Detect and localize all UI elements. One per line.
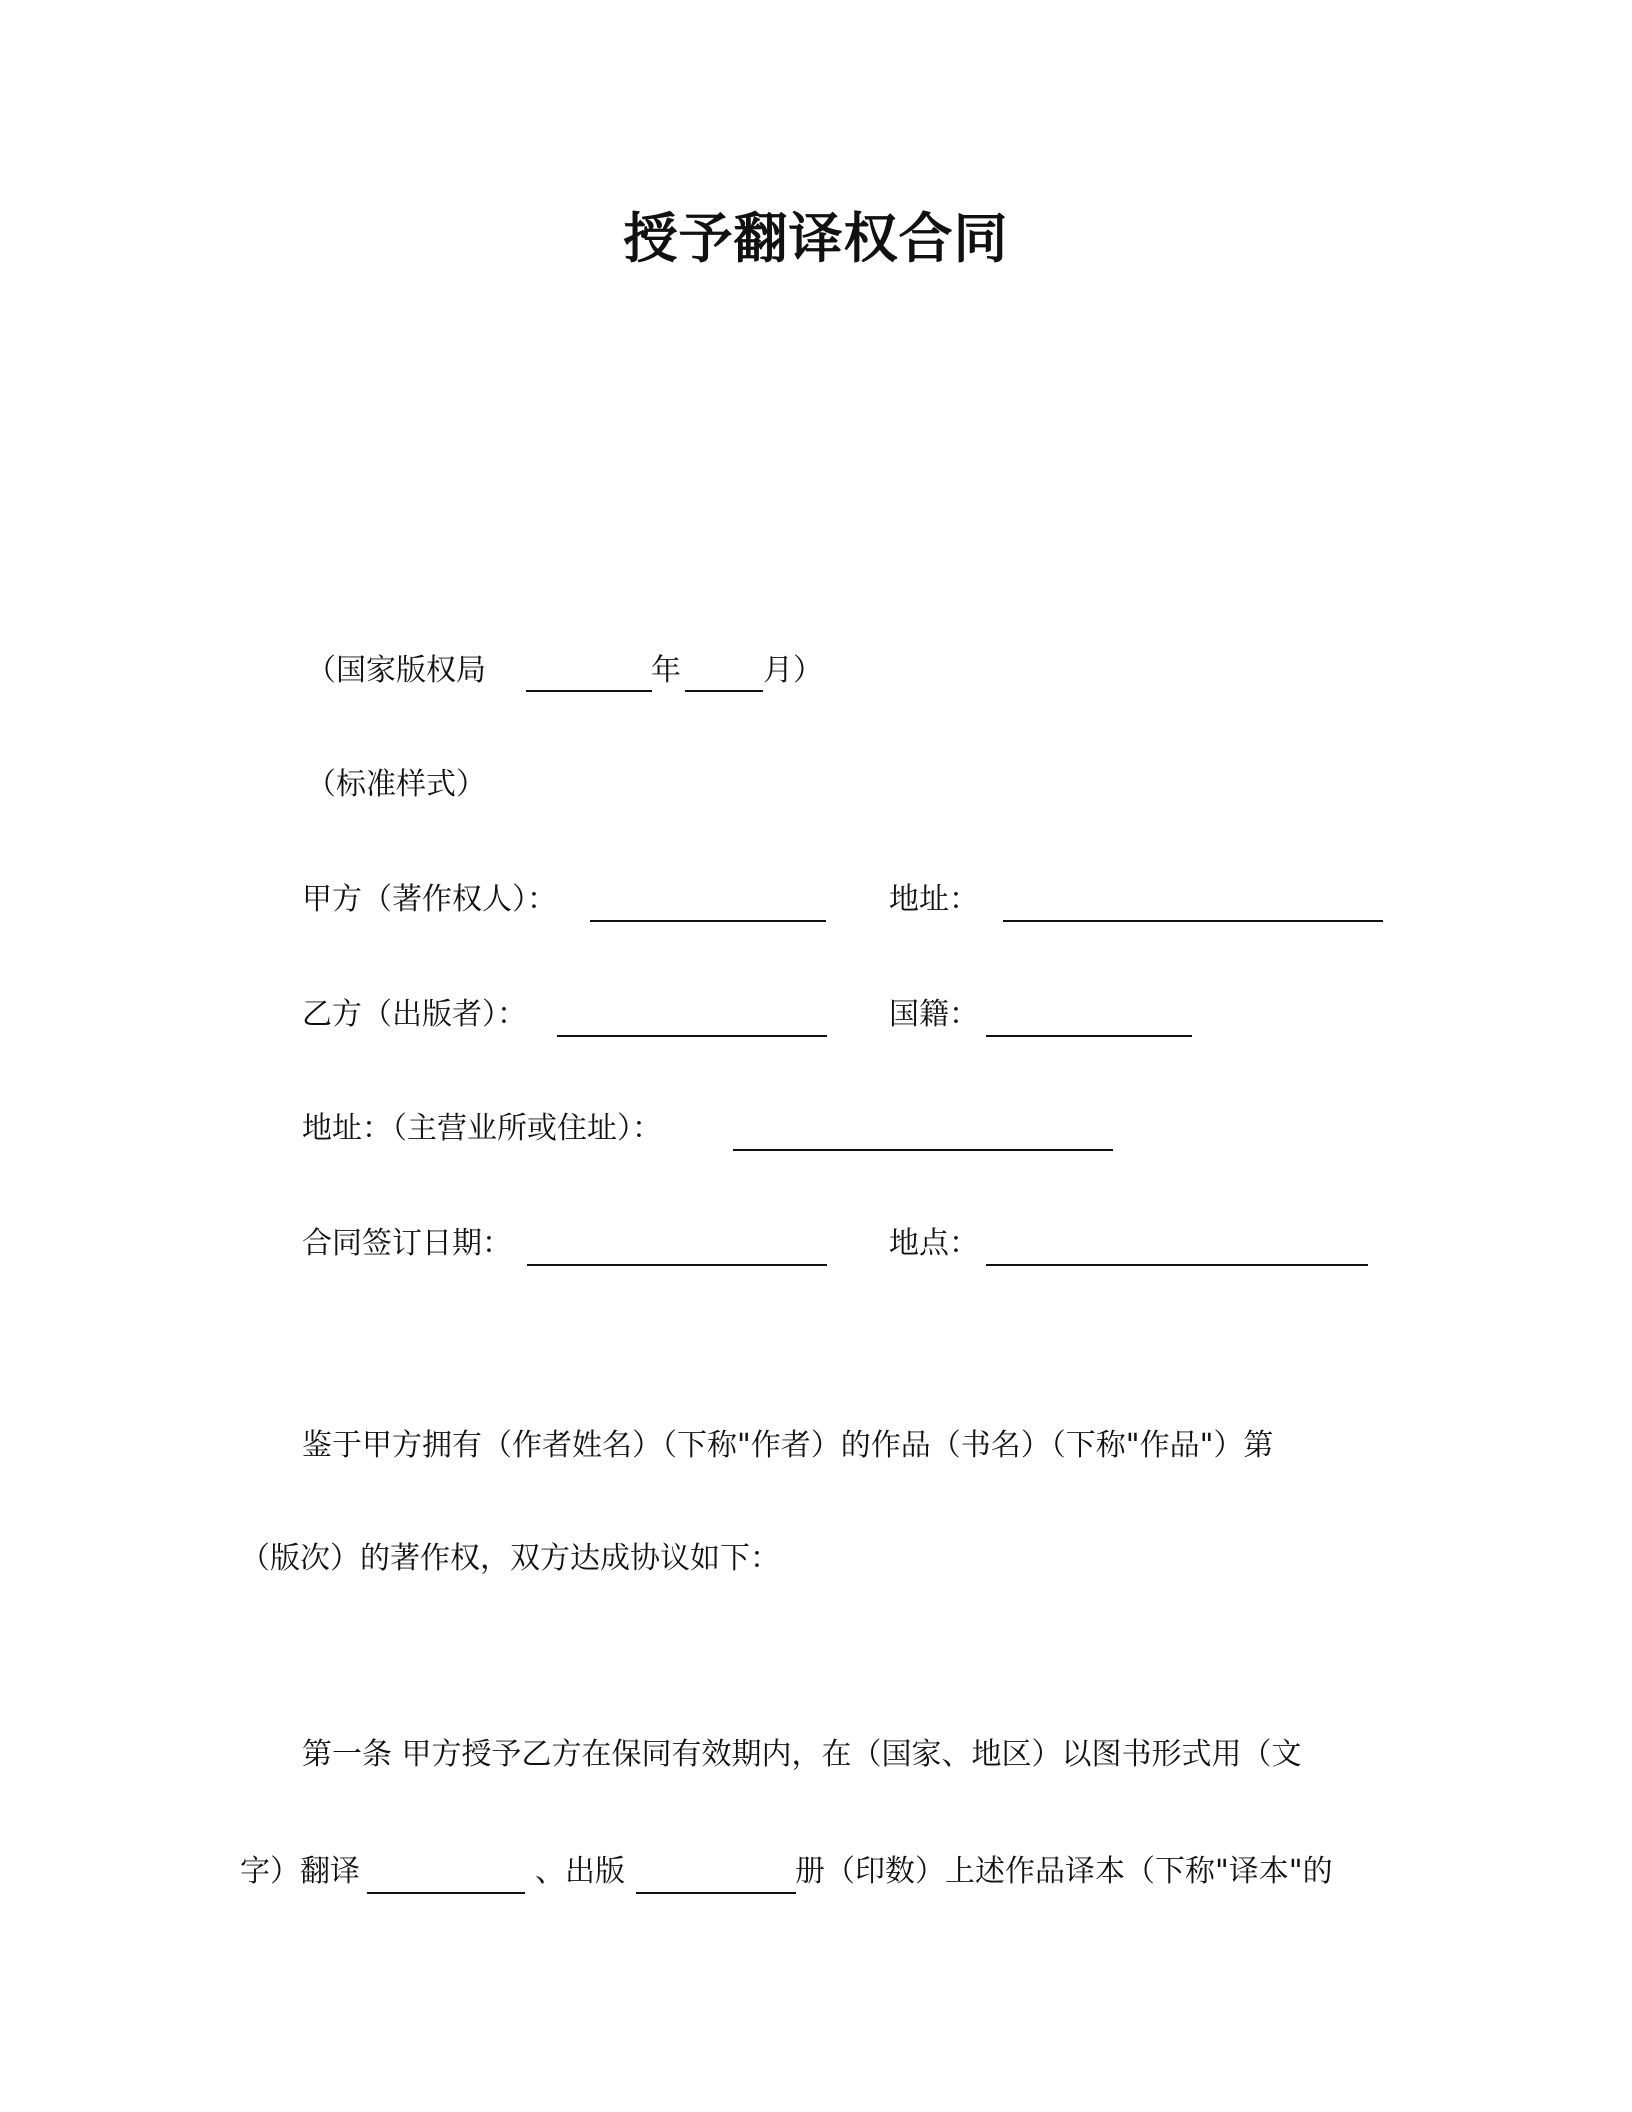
year-label: 年: [651, 653, 681, 688]
sign-date-blank[interactable]: [527, 1264, 827, 1266]
business-address-label: 地址：（主营业所或住址）：: [302, 1111, 662, 1146]
party-a-label: 甲方（著作权人）：: [302, 882, 557, 917]
month-label: 月）: [763, 653, 823, 688]
standard-form-note: （标准样式）: [306, 767, 486, 802]
preamble-line-2: （版次）的著作权，双方达成协议如下：: [240, 1541, 780, 1576]
month-blank[interactable]: [685, 690, 763, 692]
article-1-line-1: 第一条 甲方授予乙方在保同有效期内，在（国家、地区）以图书形式用（文: [302, 1737, 1302, 1772]
party-b-label: 乙方（出版者）：: [302, 997, 527, 1032]
nationality-label: 国籍：: [889, 997, 979, 1032]
party-b-blank[interactable]: [557, 1035, 827, 1037]
article-1-line-2-end: 册（印数）上述作品译本（下称"译本"的: [795, 1854, 1333, 1889]
party-a-blank[interactable]: [590, 920, 826, 922]
issuer-prefix: （国家版权局: [306, 653, 486, 688]
nationality-blank[interactable]: [986, 1035, 1192, 1037]
contract-title: 授予翻译权合同: [623, 207, 1009, 270]
business-address-blank[interactable]: [733, 1149, 1113, 1151]
preamble-line-1: 鉴于甲方拥有（作者姓名）（下称"作者）的作品（书名）（下称"作品"）第: [302, 1428, 1274, 1463]
place-label: 地点：: [889, 1226, 979, 1261]
article-1-line-2-mid: 、出版: [535, 1854, 625, 1889]
year-blank[interactable]: [526, 690, 652, 692]
article-1-line-2-start: 字）翻译: [240, 1854, 360, 1889]
translation-language-blank[interactable]: [367, 1892, 525, 1894]
sign-date-label: 合同签订日期：: [302, 1226, 512, 1261]
address-label: 地址：: [889, 882, 979, 917]
address-blank[interactable]: [1003, 920, 1383, 922]
place-blank[interactable]: [986, 1264, 1368, 1266]
print-run-blank[interactable]: [636, 1892, 796, 1894]
